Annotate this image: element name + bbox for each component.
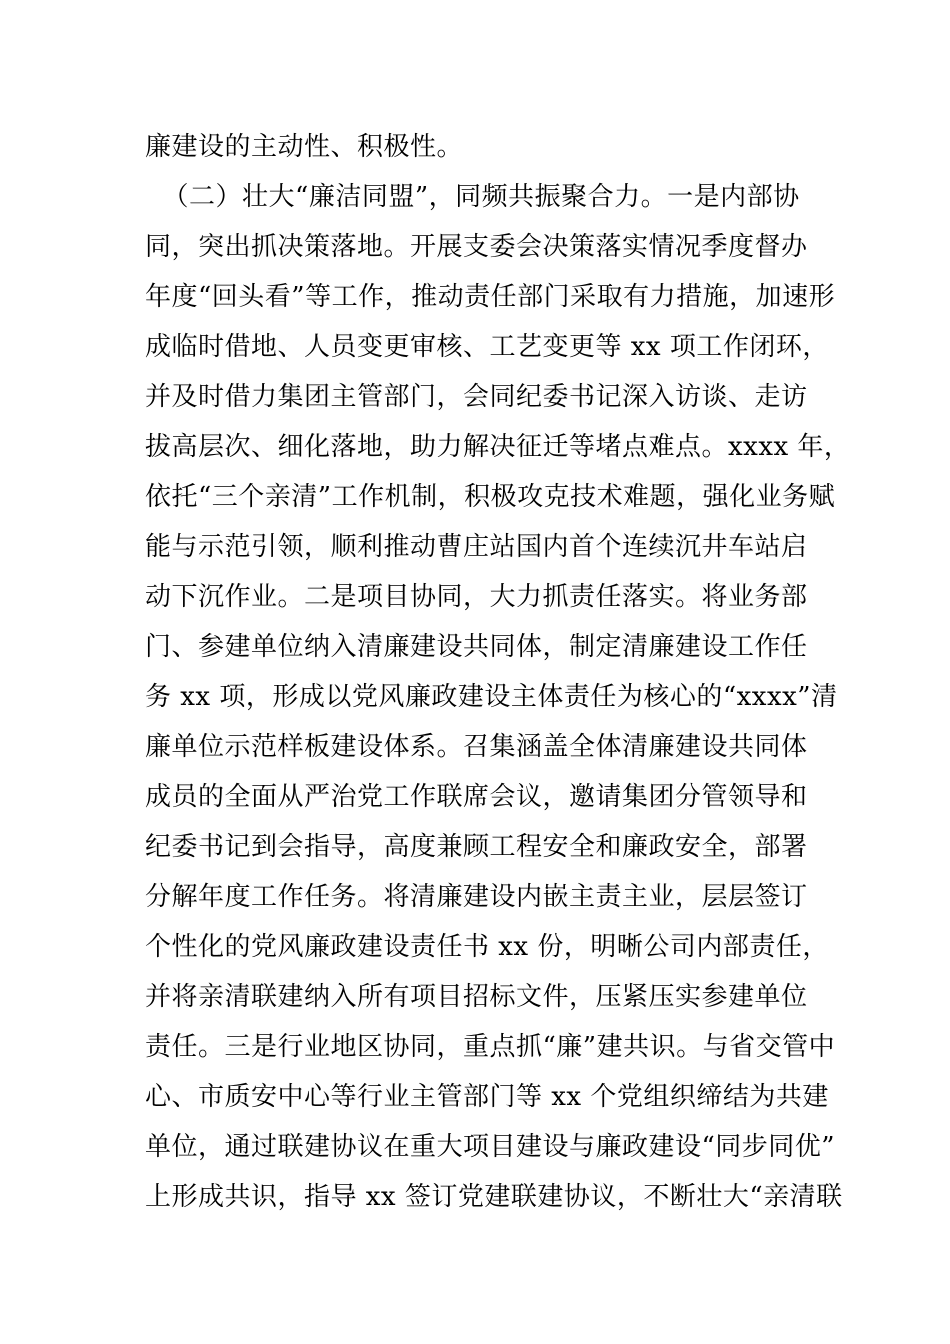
section-heading-line: （二）壮大“廉洁同盟”，同频共振聚合力。一是内部协 (145, 182, 800, 212)
text-line: 同，突出抓决策落地。开展支委会决策落实情况季度督办 (145, 232, 808, 262)
body-text (145, 122, 851, 1222)
text-line: 能与示范引领，顺利推动曹庄站国内首个连续沉井车站启 (145, 532, 808, 562)
text-line: 个性化的党风廉政建设责任书 xx 份，明晰公司内部责任， (145, 932, 829, 962)
text-line: 动下沉作业。二是项目协同，大力抓责任落实。将业务部 (145, 582, 808, 612)
text-line: 拔高层次、细化落地，助力解决征迁等堵点难点。xxxx 年， (145, 432, 851, 462)
text-line: 上形成共识，指导 xx 签订党建联建协议，不断壮大“亲清联 (145, 1182, 843, 1212)
text-line: 单位，通过联建协议在重大项目建设与廉政建设“同步同优” (145, 1132, 836, 1162)
text-line: 廉建设的主动性、积极性。 (145, 132, 464, 162)
text-line: 心、市质安中心等行业主管部门等 xx 个党组织缔结为共建 (145, 1082, 829, 1112)
text-line: 并将亲清联建纳入所有项目招标文件，压紧压实参建单位 (145, 982, 808, 1012)
text-line: 成临时借地、人员变更审核、工艺变更等 xx 项工作闭环， (145, 332, 829, 362)
text-line: 年度“回头看”等工作，推动责任部门采取有力措施，加速形 (145, 282, 836, 312)
text-line: 责任。三是行业地区协同，重点抓“廉”建共识。与省交管中 (145, 1032, 836, 1062)
text-line: 纪委书记到会指导，高度兼顾工程安全和廉政安全，部署 (145, 832, 808, 862)
text-line: 成员的全面从严治党工作联席会议，邀请集团分管领导和 (145, 782, 808, 812)
text-line: 并及时借力集团主管部门，会同纪委书记深入访谈、走访 (145, 382, 808, 412)
text-line: 分解年度工作任务。将清廉建设内嵌主责主业，层层签订 (145, 882, 808, 912)
text-line: 依托“三个亲清”工作机制，积极攻克技术难题，强化业务赋 (145, 482, 836, 512)
text-line: 廉单位示范样板建设体系。召集涵盖全体清廉建设共同体 (145, 732, 808, 762)
text-line: 门、参建单位纳入清廉建设共同体，制定清廉建设工作任 (145, 632, 808, 662)
text-line: 务 xx 项，形成以党风廉政建设主体责任为核心的“xxxx”清 (145, 682, 838, 712)
